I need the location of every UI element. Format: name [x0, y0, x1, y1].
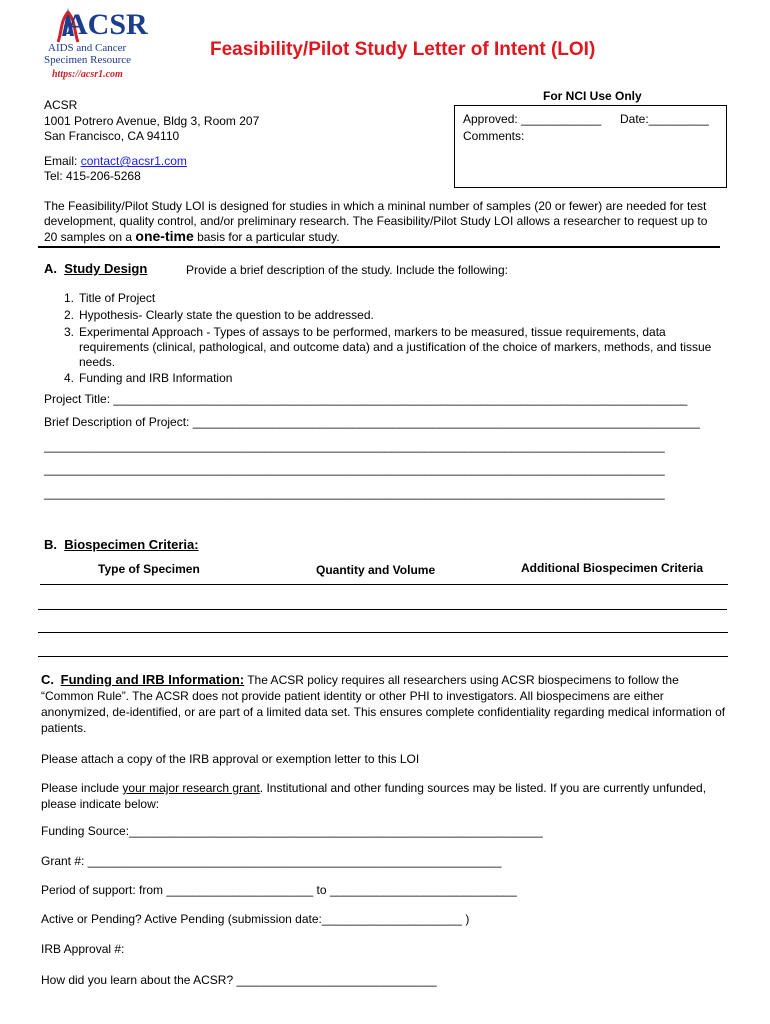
table-line[interactable]: [38, 656, 728, 657]
project-title-field[interactable]: Project Title: ______________________________________________________________________________________: [44, 392, 688, 406]
logo-url[interactable]: https://acsr1.com: [52, 69, 123, 80]
funding-source-field[interactable]: Funding Source:______________________________________________________________: [41, 824, 543, 838]
description-line[interactable]: _____________________________________________________________________________________________: [44, 439, 665, 453]
intro-paragraph: [44, 199, 724, 245]
nci-use-box: [454, 105, 727, 188]
address-tel: Tel: 415-206-5268: [44, 169, 141, 183]
grant-note: [41, 780, 721, 812]
column-type-of-specimen: Type of Specimen: [98, 562, 200, 576]
address-org: ACSR: [44, 98, 78, 112]
logo-line1: AIDS and Cancer: [48, 42, 127, 54]
intro-emphasis: one-time: [135, 228, 194, 244]
email-link[interactable]: contact@acsr1.com: [80, 154, 187, 168]
how-learned-field[interactable]: How did you learn about the ACSR? ______________________________: [41, 973, 437, 987]
description-line[interactable]: _____________________________________________________________________________________________: [44, 462, 665, 476]
section-b-title: Biospecimen Criteria:: [64, 537, 199, 552]
section-b-heading: [44, 537, 199, 552]
section-a-letter: A.: [44, 261, 57, 276]
column-quantity-volume: Quantity and Volume: [316, 563, 436, 577]
intro-text-end: basis for a particular study.: [193, 230, 340, 244]
section-a-heading: [44, 261, 147, 276]
grant-note-text: Please include: [41, 781, 123, 795]
nci-approved: Approved: ____________: [463, 112, 602, 126]
nci-comments: Comments:: [463, 129, 525, 143]
list-item: 3. Experimental Approach - Types of assays to be performed, markers to be measured, tissue requirements, data requirements (clinical, pathological, and outcome data) and a justification of the choice of markers, methods, and tissue needs.: [63, 325, 712, 369]
description-line[interactable]: _____________________________________________________________________________________________: [44, 486, 665, 500]
section-b-letter: B.: [44, 537, 57, 552]
section-a-list: [44, 291, 714, 386]
table-line[interactable]: [40, 584, 728, 585]
column-additional-criteria: Additional Biospecimen Criteria: [521, 561, 704, 575]
nci-heading: For NCI Use Only: [543, 89, 642, 103]
section-a-title: Study Design: [64, 261, 148, 276]
email-label: Email:: [44, 154, 81, 168]
brief-description-field[interactable]: Brief Description of Project: ____________________________________________________________________________: [44, 415, 700, 429]
section-c-paragraph: [41, 672, 731, 736]
irb-attach-note: Please attach a copy of the IRB approval or exemption letter to this LOI: [41, 752, 420, 766]
intro-text: The Feasibility/Pilot Study LOI is designed for studies in which a mininal number of samples (20 or fewer) are needed for test development, quality control, and/or preliminary research. The Feasibility/Pilot Study LOI allows a researcher to request up to 20 samples on a: [44, 199, 708, 244]
page-title: Feasibility/Pilot Study Letter of Intent (LOI): [210, 39, 596, 60]
grant-number-field[interactable]: Grant #: ______________________________________________________________: [41, 854, 502, 868]
irb-approval-field[interactable]: IRB Approval #:: [41, 942, 125, 956]
list-item: 1. Title of Project: [63, 291, 156, 305]
logo-line2: Specimen Resource: [44, 54, 132, 66]
table-line[interactable]: [38, 609, 727, 610]
nci-date: Date:_________: [620, 112, 709, 126]
address-street: 1001 Potrero Avenue, Bldg 3, Room 207: [44, 114, 260, 128]
address-email: [44, 154, 187, 169]
section-c-title: Funding and IRB Information:: [60, 672, 245, 687]
table-line[interactable]: [38, 632, 728, 633]
address-city: San Francisco, CA 94110: [44, 129, 180, 143]
divider: [38, 246, 720, 248]
section-c-letter: C.: [41, 672, 54, 687]
list-item: 2. Hypothesis- Clearly state the question to be addressed.: [63, 308, 374, 322]
acsr-logo: [44, 4, 148, 84]
grant-note-emphasis: your major research grant: [122, 781, 260, 795]
period-of-support-field[interactable]: Period of support: from ______________________ to ____________________________: [41, 883, 517, 897]
list-item: 4. Funding and IRB Information: [63, 371, 233, 385]
grant-note-text-end: . Institutional and other funding sources may be listed. If you are currently unfunded, please indicate below:: [41, 781, 707, 811]
section-a-desc: Provide a brief description of the study. Include the following:: [186, 263, 508, 277]
active-pending-field[interactable]: Active or Pending? Active Pending (submission date:_____________________ ): [41, 912, 470, 926]
logo-name: ACSR: [66, 8, 148, 41]
section-c-text: The ACSR policy requires all researchers using ACSR biospecimens to follow the “Common Rule”. The ACSR does not provide patient identity or other PHI to investigators. All biospecimens are either anonymized, de-identified, or are part of a limited data set. This ensures complete confidentiality regarding medical information of patients.: [41, 673, 726, 735]
